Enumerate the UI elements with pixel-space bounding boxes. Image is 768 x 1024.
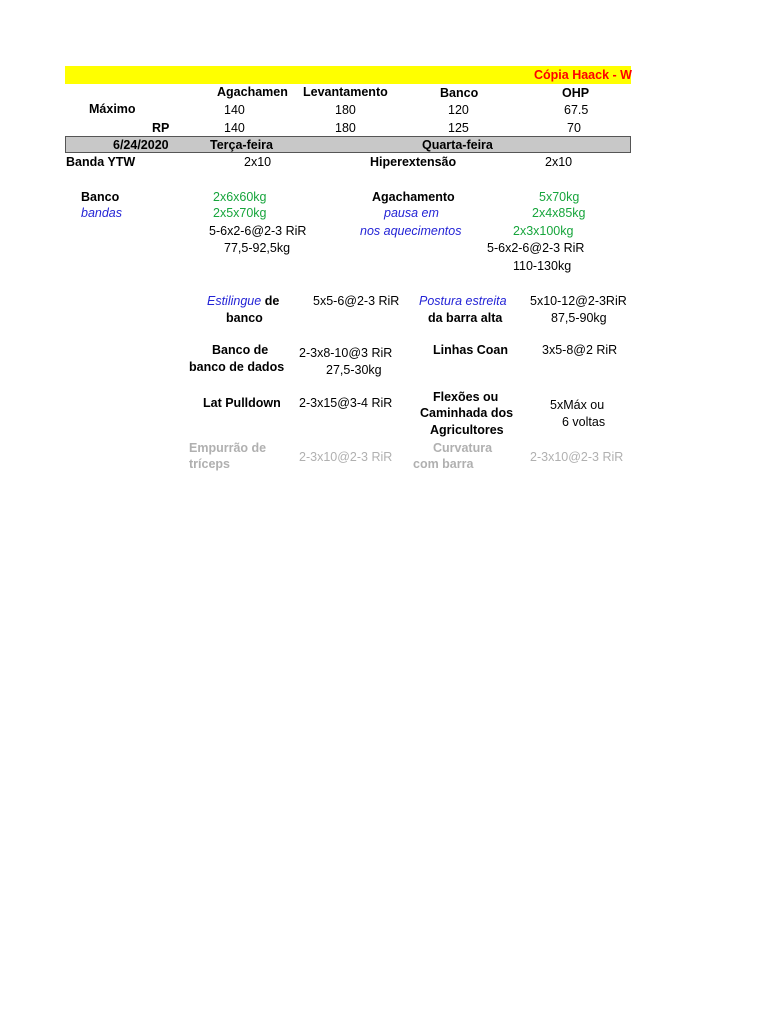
banco-range: 77,5-92,5kg xyxy=(224,241,291,255)
banco-label: Banco xyxy=(81,190,120,204)
maximo-agachamento: 140 xyxy=(224,103,245,117)
clipped-last-row xyxy=(0,436,768,476)
maximo-levantamento: 180 xyxy=(335,103,356,117)
header-ohp: OHP xyxy=(562,86,590,100)
maximo-label: Máximo xyxy=(89,102,136,116)
curvatura-value: 2-3x10@2-3 RiR xyxy=(530,450,624,464)
postura-label-line1: Postura estreita xyxy=(419,294,507,308)
header-agachamento: Agachamen xyxy=(217,85,288,99)
agachamento-main-set: 5-6x2-6@2-3 RiR xyxy=(487,241,585,255)
header-levantamento: Levantamento xyxy=(303,85,388,99)
triceps-label-line2: tríceps xyxy=(189,457,230,471)
flexoes-label-line1: Flexões ou xyxy=(433,390,499,404)
postura-value: 5x10-12@2-3RiR xyxy=(530,294,627,308)
coan-value: 3x5-8@2 RiR xyxy=(542,343,618,357)
estilingue-word: Estilingue xyxy=(207,294,262,308)
agachamento-note-2: nos aquecimentos xyxy=(360,224,462,238)
triceps-label-line1: Empurrão de xyxy=(189,441,267,455)
agachamento-note-1: pausa em xyxy=(384,206,439,220)
rp-levantamento: 180 xyxy=(335,121,356,135)
estilingue-label-line1 xyxy=(207,293,279,309)
maximo-ohp: 67.5 xyxy=(564,103,589,117)
banco-warmup-2: 2x5x70kg xyxy=(213,206,267,220)
dados-label-line1: Banco de xyxy=(212,343,269,357)
curvatura-label-line1: Curvatura xyxy=(433,441,493,455)
flexoes-label-line2: Caminhada dos xyxy=(420,406,514,420)
rp-banco: 125 xyxy=(448,121,469,135)
coan-label: Linhas Coan xyxy=(433,343,509,357)
hiperextensao-value: 2x10 xyxy=(545,155,573,169)
agachamento-warmup-2: 2x4x85kg xyxy=(532,206,586,220)
postura-range: 87,5-90kg xyxy=(551,311,607,325)
agachamento-range: 110-130kg xyxy=(513,259,572,273)
agachamento-label: Agachamento xyxy=(372,190,455,204)
rp-agachamento: 140 xyxy=(224,121,245,135)
rp-ohp: 70 xyxy=(567,121,581,135)
flexoes-label-line3: Agricultores xyxy=(430,423,504,437)
sheet-title: Cópia Haack - W xyxy=(534,68,632,82)
lat-pulldown-value: 2-3x15@3-4 RiR xyxy=(299,396,393,410)
date-cell: 6/24/2020 xyxy=(113,138,169,152)
maximo-banco: 120 xyxy=(448,103,469,117)
agachamento-warmup-3: 2x3x100kg xyxy=(513,224,574,238)
banco-note: bandas xyxy=(81,206,123,220)
header-banco: Banco xyxy=(440,86,479,100)
banco-main-set: 5-6x2-6@2-3 RiR xyxy=(209,224,307,238)
banda-ytw-label: Banda YTW xyxy=(66,155,136,169)
estilingue-de: de xyxy=(264,294,280,308)
agachamento-warmup-1: 5x70kg xyxy=(539,190,580,204)
dados-value: 2-3x8-10@3 RiR xyxy=(299,346,393,360)
estilingue-label-line2: banco xyxy=(226,311,263,325)
banco-warmup-1: 2x6x60kg xyxy=(213,190,267,204)
day-tuesday: Terça-feira xyxy=(210,138,273,152)
flexoes-value-1: 5xMáx ou xyxy=(550,398,605,412)
estilingue-value: 5x5-6@2-3 RiR xyxy=(313,294,400,308)
curvatura-label-line2: com barra xyxy=(413,457,474,471)
day-wednesday: Quarta-feira xyxy=(422,138,493,152)
lat-pulldown-label: Lat Pulldown xyxy=(203,396,281,410)
postura-label-line2: da barra alta xyxy=(428,311,503,325)
hiperextensao-label: Hiperextensão xyxy=(370,155,457,169)
dados-label-line2: banco de dados xyxy=(189,360,285,374)
triceps-value: 2-3x10@2-3 RiR xyxy=(299,450,393,464)
flexoes-value-2: 6 voltas xyxy=(562,415,606,429)
rp-label: RP xyxy=(152,121,170,135)
dados-range: 27,5-30kg xyxy=(326,363,382,377)
banda-ytw-value: 2x10 xyxy=(244,155,272,169)
